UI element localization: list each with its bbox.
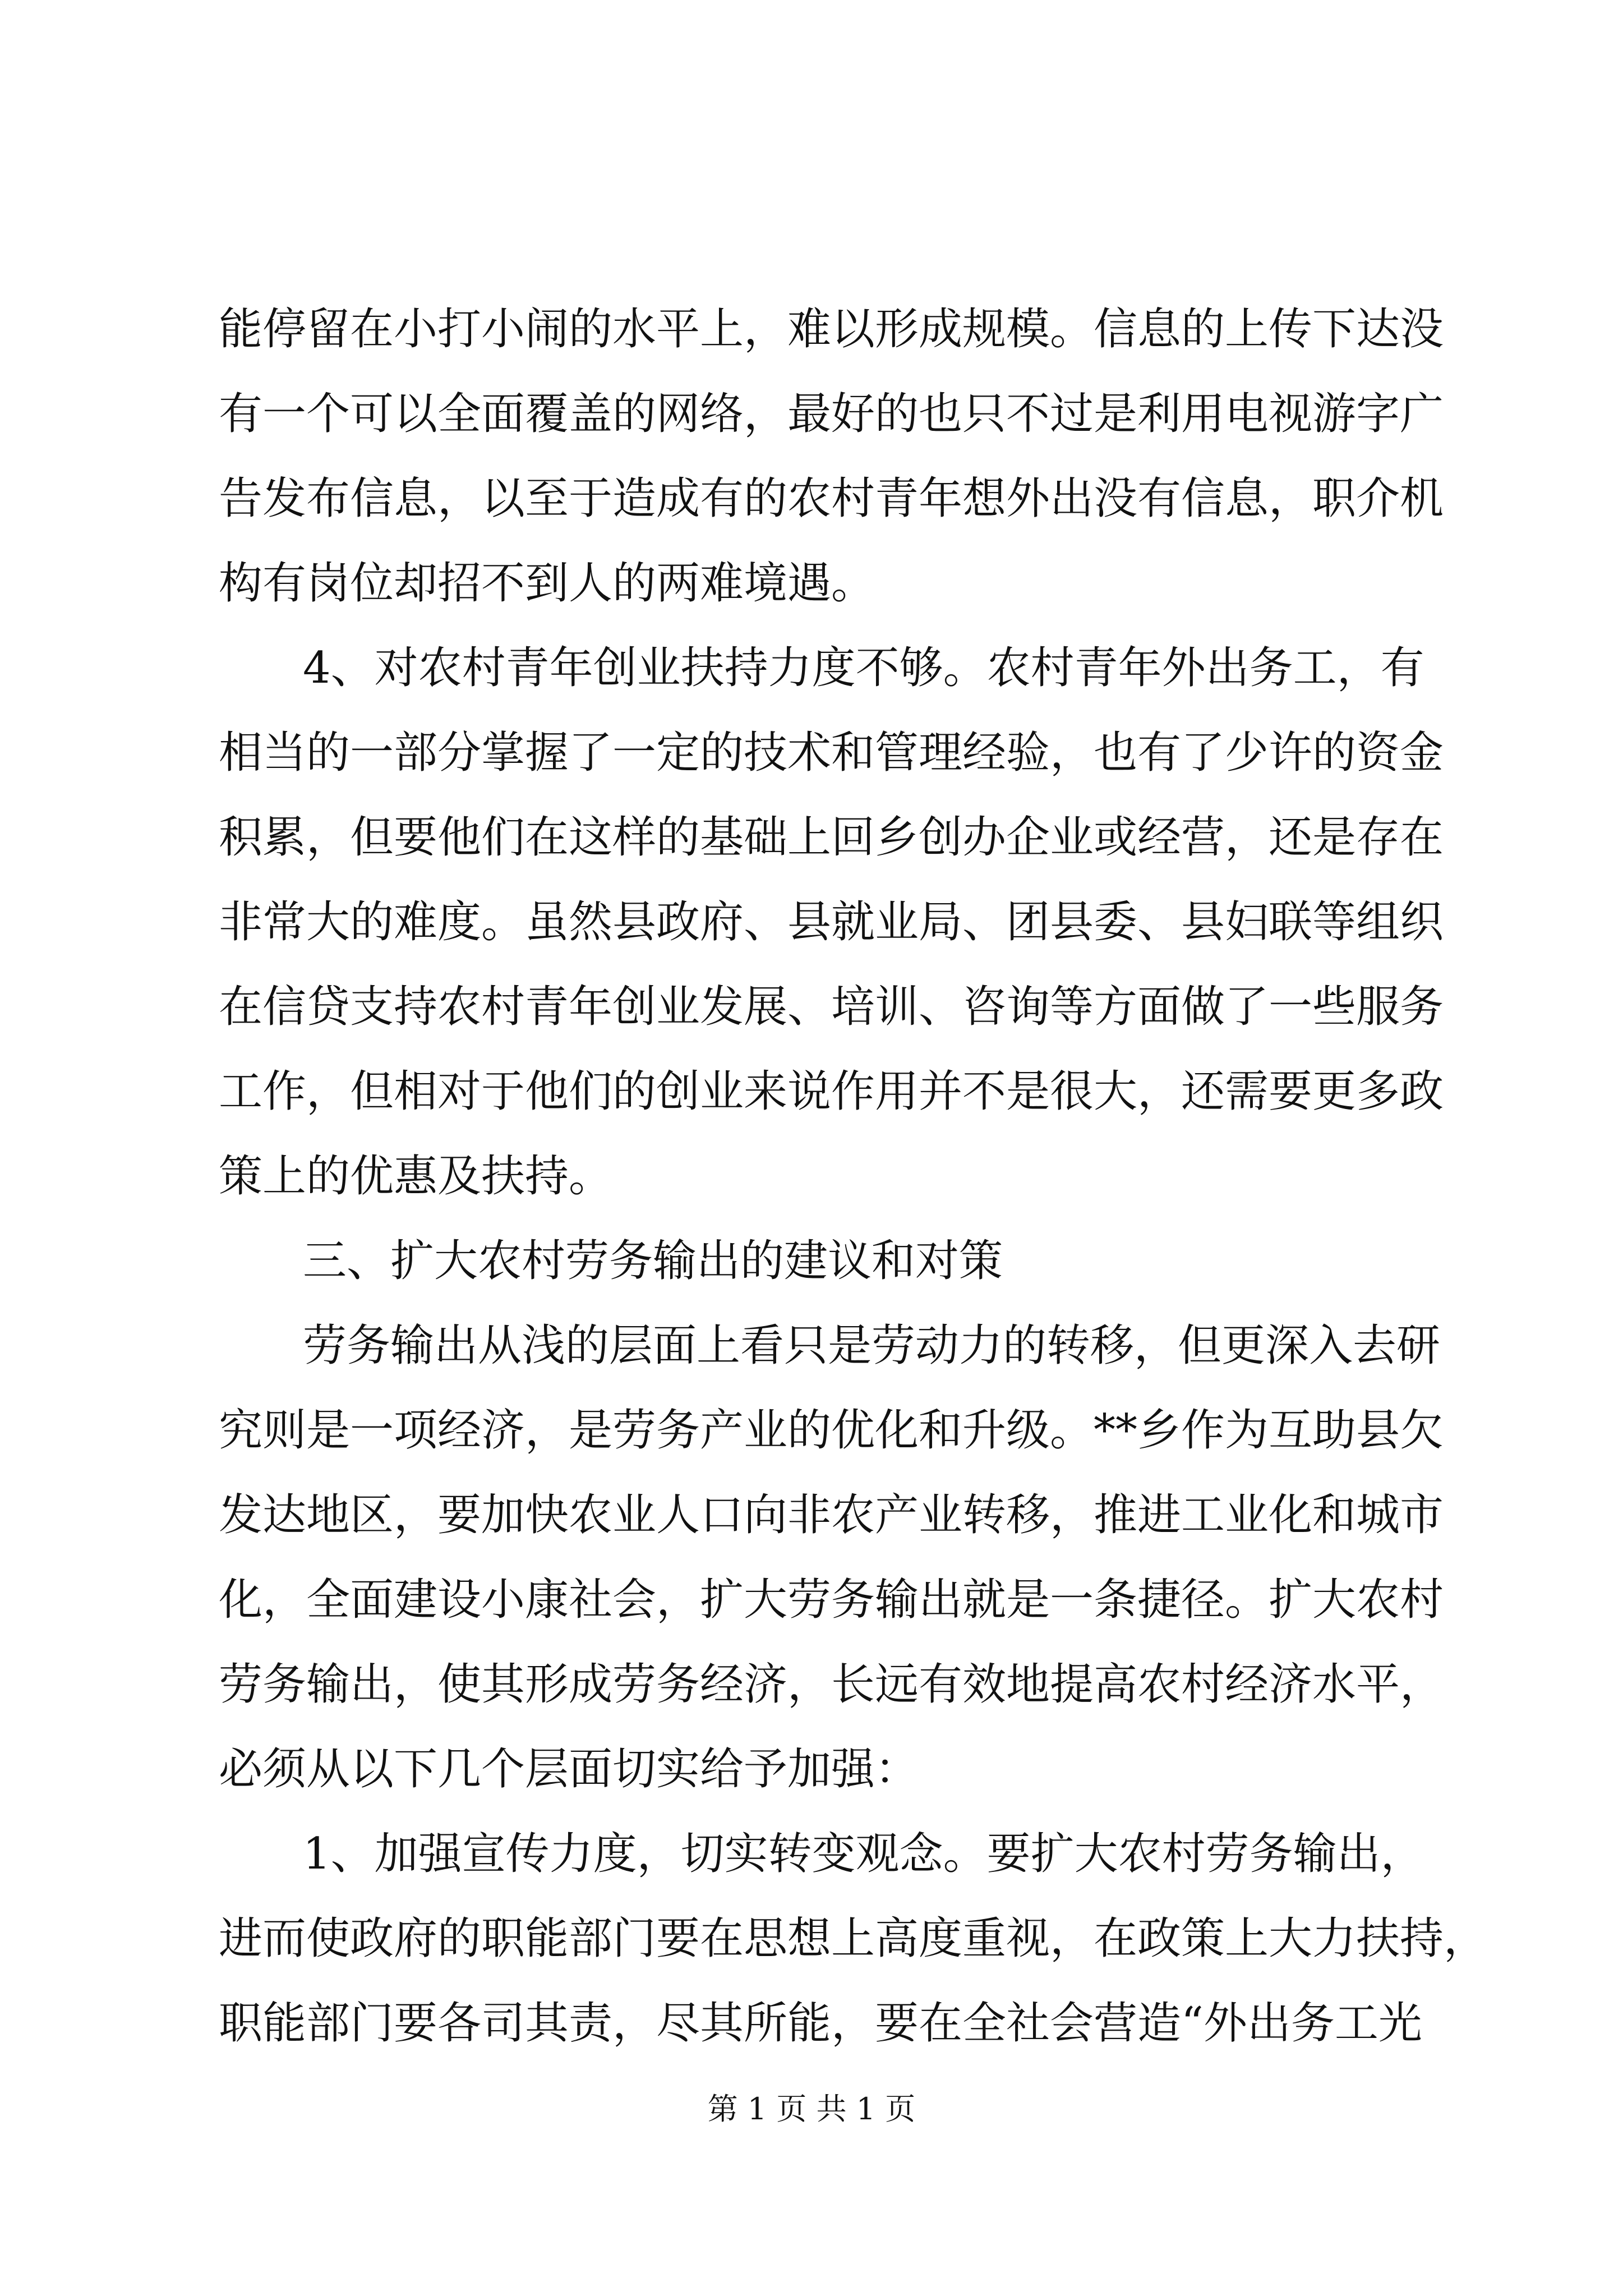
text-line: 发达地区，要加快农业人口向非农产业转移，推进工业化和城市	[219, 1490, 1444, 1540]
text-line: 劳务输出，使其形成劳务经济，长远有效地提高农村经济水平，	[219, 1659, 1444, 1710]
document-body	[219, 287, 1488, 2066]
text-line: 进而使政府的职能部门要在思想上高度重视，在政策上大力扶持，	[219, 1913, 1488, 1964]
page-footer	[0, 2087, 1623, 2132]
text-line: 有一个可以全面覆盖的网络，最好的也只不过是利用电视游字广	[219, 389, 1444, 439]
paragraph-first-line: 4、对农村青年创业扶持力度不够。农村青年外出务工，有	[303, 643, 1424, 693]
paragraph-first-line: 劳务输出从浅的层面上看只是劳动力的转移，但更深入去研	[303, 1320, 1441, 1371]
text-line: 必须从以下几个层面切实给予加强：	[219, 1744, 919, 1795]
section-heading: 三、扩大农村劳务输出的建议和对策	[303, 1236, 1003, 1286]
text-line: 非常大的难度。虽然县政府、县就业局、团县委、县妇联等组织	[219, 897, 1444, 947]
text-line: 化，全面建设小康社会，扩大劳务输出就是一条捷径。扩大农村	[219, 1575, 1444, 1625]
text-line: 告发布信息，以至于造成有的农村青年想外出没有信息，职介机	[219, 473, 1444, 524]
text-line: 在信贷支持农村青年创业发展、培训、咨询等方面做了一些服务	[219, 982, 1444, 1032]
text-line: 相当的一部分掌握了一定的技术和管理经验，也有了少许的资金	[219, 728, 1444, 778]
page-number-label: 第 1 页 共 1 页	[707, 2091, 916, 2127]
paragraph-first-line: 1、加强宣传力度，切实转变观念。要扩大农村劳务输出，	[303, 1829, 1424, 1879]
text-line: 职能部门要各司其责，尽其所能，要在全社会营造“外出务工光	[219, 1998, 1422, 2049]
text-line: 工作，但相对于他们的创业来说作用并不是很大，还需要更多政	[219, 1066, 1444, 1117]
text-line: 构有岗位却招不到人的两难境遇。	[219, 558, 875, 609]
text-line: 究则是一项经济，是劳务产业的优化和升级。**乡作为互助县欠	[219, 1405, 1444, 1456]
text-line: 策上的优惠及扶持。	[219, 1151, 613, 1202]
text-line: 积累，但要他们在这样的基础上回乡创办企业或经营，还是存在	[219, 812, 1444, 863]
text-line: 能停留在小打小闹的水平上，难以形成规模。信息的上传下达没	[219, 304, 1444, 355]
